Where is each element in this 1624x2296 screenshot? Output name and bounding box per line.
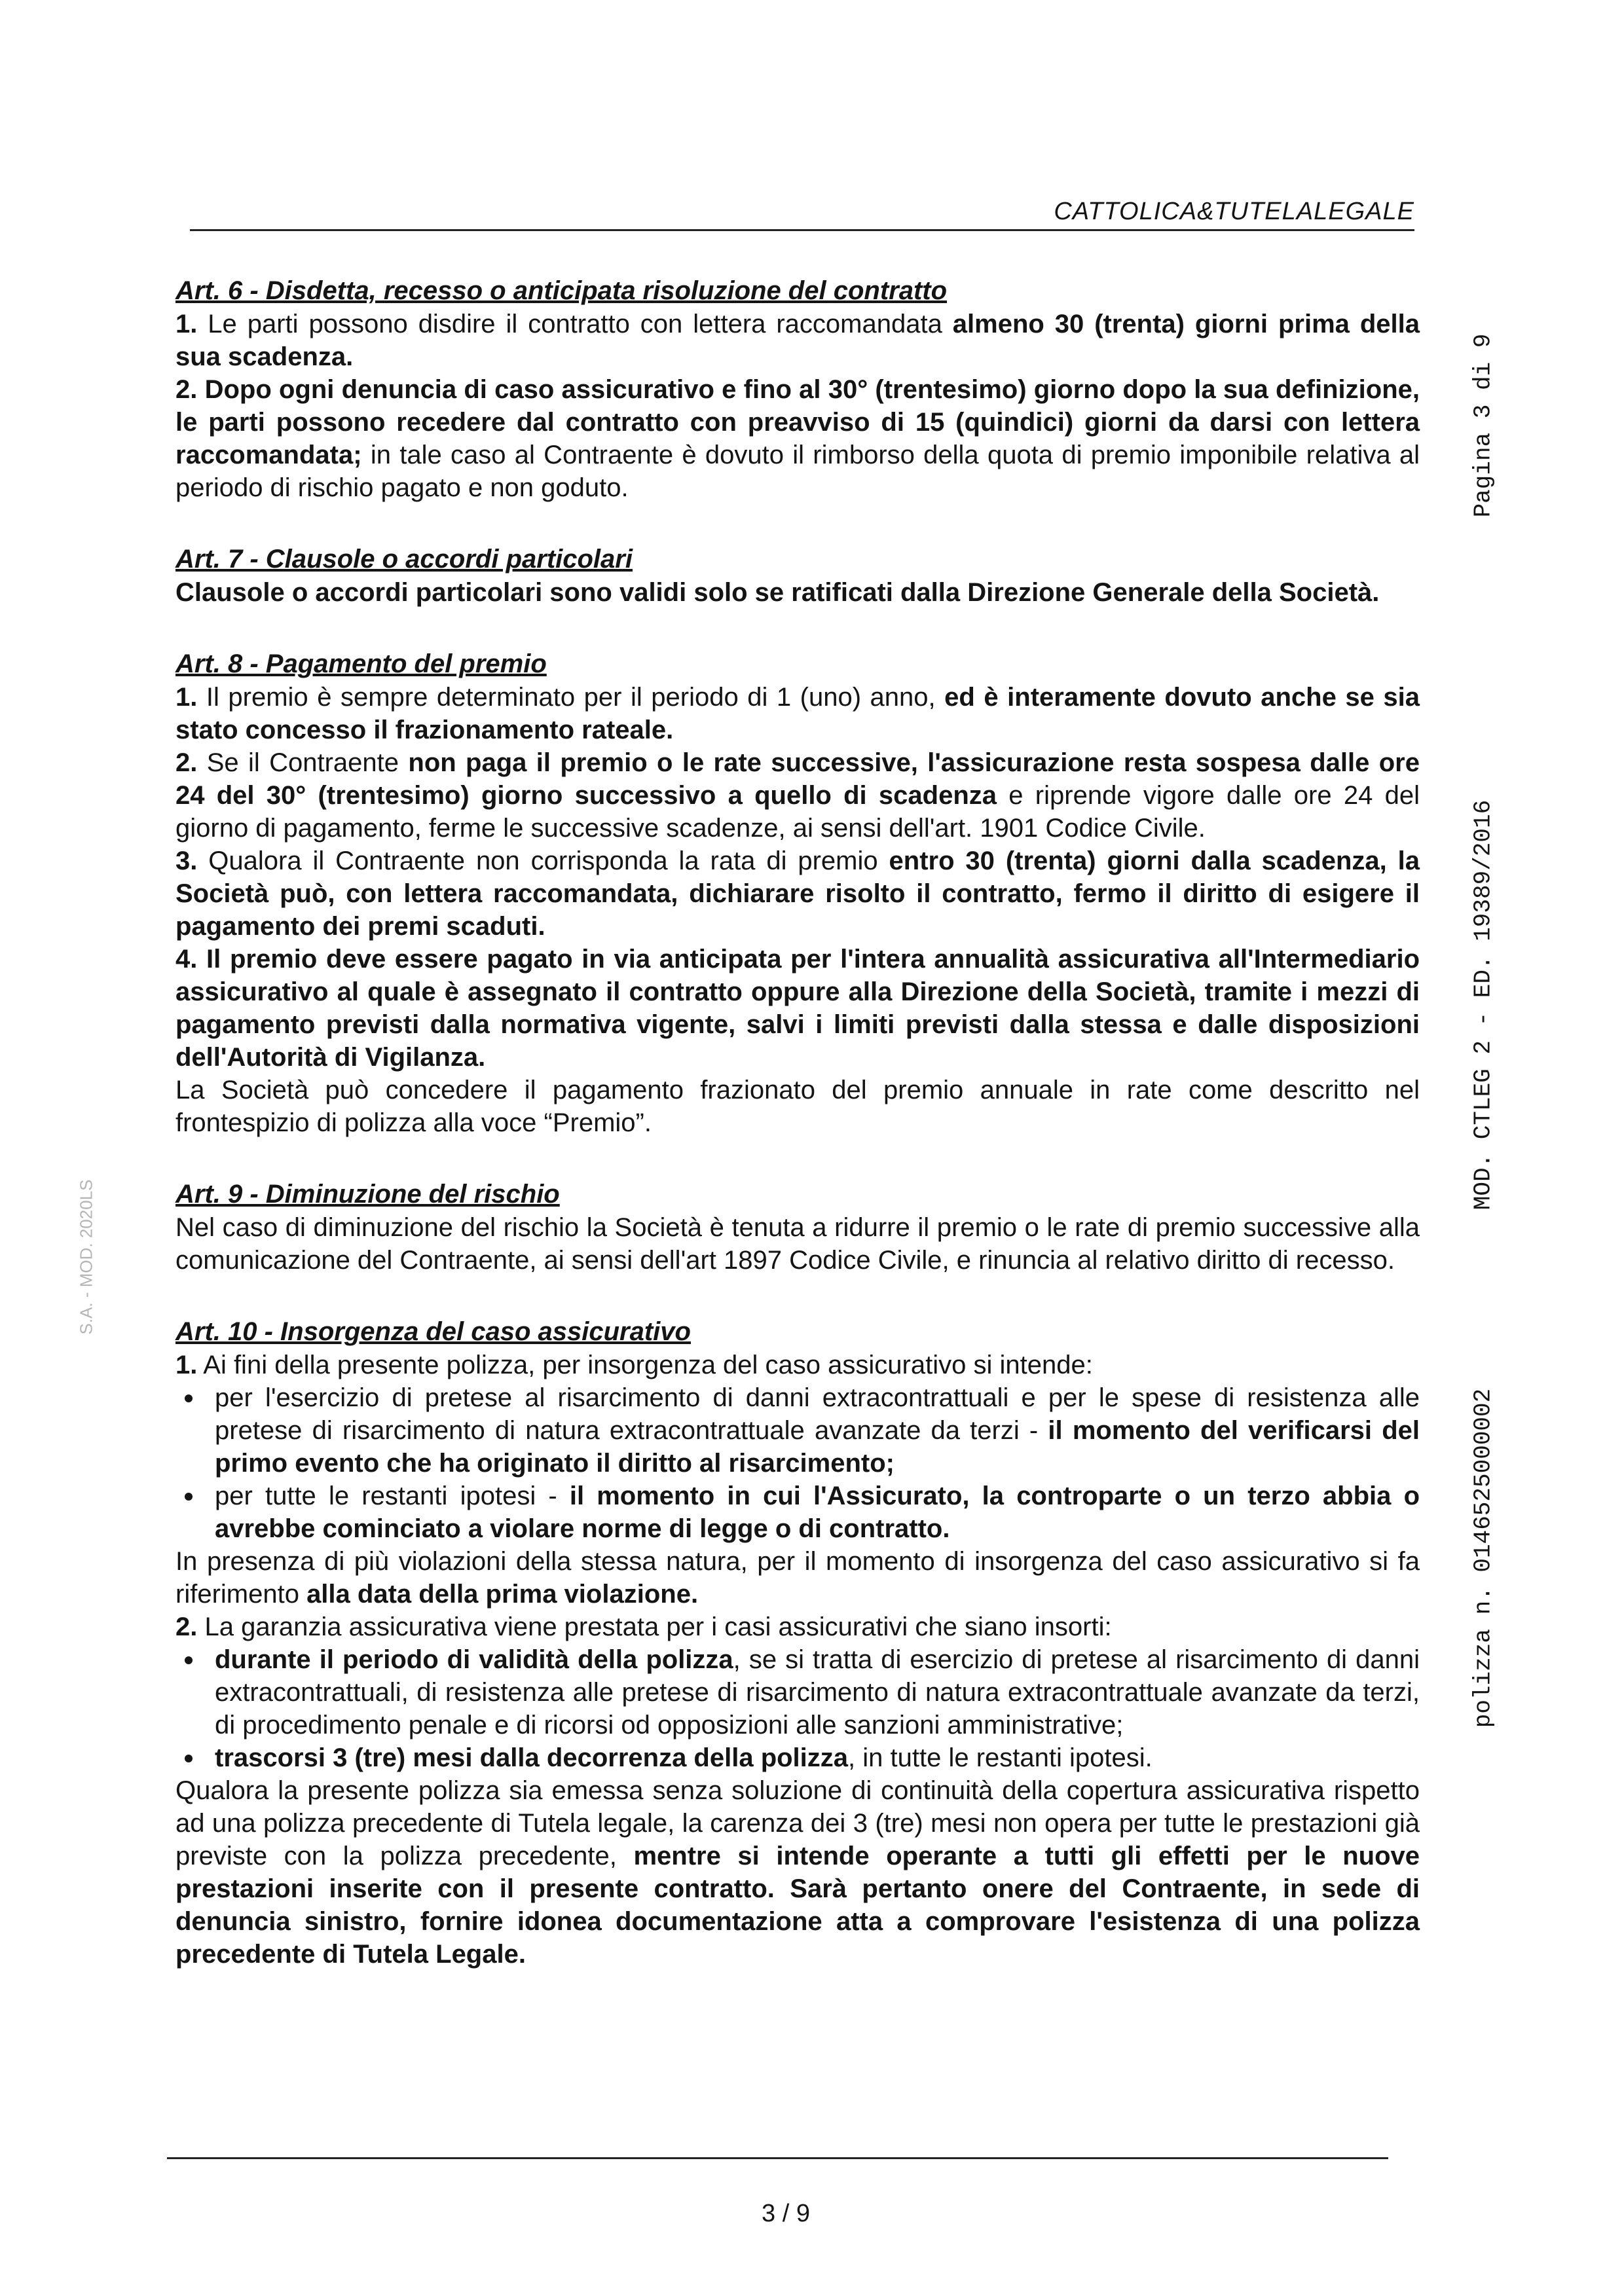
paragraph: Clausole o accordi particolari sono validi solo se ratificati dalla Direzione Generale della Società.	[175, 578, 1380, 607]
document-body	[175, 275, 1420, 2010]
list-item: durante il periodo di validità della polizza, se si tratta di esercizio di pretese al risarcimento di danni extracontrattuali, di resistenza alle pretese di risarcimento di natura extracontrattuale avanzate da terzi, di procedimento penale e di ricorsi od opposizioni alle sanzioni amministrative;	[175, 1643, 1420, 1741]
paragraph: 2. La garanzia assicurativa viene prestata per i casi assicurativi che siano insorti:	[175, 1613, 1112, 1641]
paragraph: 2. Dopo ogni denuncia di caso assicurativo e fino al 30° (trentesimo) giorno dopo la sua definizione, le parti possono recedere dal contratto con preavviso di 15 (quindici) giorni da darsi con lettera raccomandata; in tale caso al Contraente è dovuto il rimborso della quota di premio imponibile relativa al periodo di rischio pagato e non goduto.	[175, 375, 1420, 502]
paragraph: 1. Ai fini della presente polizza, per insorgenza del caso assicurativo si intende:	[175, 1351, 1093, 1379]
sidebar-page-label: Pagina 3 di 9	[1469, 333, 1497, 518]
page-number: 3 / 9	[762, 2200, 810, 2227]
paragraph: 1. Il premio è sempre determinato per il periodo di 1 (uno) anno, ed è interamente dovuto anche se sia stato concesso il frazionamento rateale.	[175, 683, 1420, 744]
bullet-list	[175, 1643, 1420, 1774]
paragraph: 3. Qualora il Contraente non corrisponda la rata di premio entro 30 (trenta) giorni dalla scadenza, la Società può, con lettera raccomandata, dichiarare risolto il contratto, fermo il diritto di esigere il pagamento dei premi scaduti.	[175, 847, 1420, 941]
article-10	[175, 1316, 1420, 1971]
paragraph: Nel caso di diminuzione del rischio la Società è tenuta a ridurre il premio o le rate di premio successive alla comunicazione del Contraente, ai sensi dell'art 1897 Codice Civile, e rinuncia al relativo diritto di recesso.	[175, 1213, 1420, 1275]
paragraph: 1. Le parti possono disdire il contratto con lettera raccomandata almeno 30 (trenta) giorni prima della sua scadenza.	[175, 310, 1420, 371]
list-item: per l'esercizio di pretese al risarcimento di danni extracontrattuali e per le spese di resistenza alle pretese di risarcimento di natura extracontrattuale avanzate da terzi - il momento del verificarsi del primo evento che ha originato il diritto al risarcimento;	[175, 1381, 1420, 1480]
header-company: CATTOLICA&TUTELALEGALE	[1054, 198, 1414, 225]
bullet-list	[175, 1381, 1420, 1545]
list-item: trascorsi 3 (tre) mesi dalla decorrenza della polizza, in tutte le restanti ipotesi.	[175, 1741, 1420, 1774]
header-rule	[190, 229, 1414, 231]
article-8	[175, 648, 1420, 1139]
sidebar-policy-label: polizza n. 0146525000002	[1469, 1388, 1497, 1728]
paragraph: In presenza di più violazioni della stessa natura, per il momento di insorgenza del caso assicurativo si fa riferimento alla data della prima violazione.	[175, 1547, 1420, 1609]
margin-stamp: S.A. - MOD. 2020LS	[76, 1179, 96, 1335]
article-title: Art. 7 - Clausole o accordi particolari	[175, 545, 633, 574]
paragraph: 4. Il premio deve essere pagato in via anticipata per l'intera annualità assicurativa all'Intermediario assicurativo al quale è assegnato il contratto oppure alla Direzione della Società, tramite i mezzi di pagamento previsti dalla normativa vigente, salvi i limiti previsti dalla stessa e dalle disposizioni dell'Autorità di Vigilanza.	[175, 945, 1420, 1072]
footer-rule	[167, 2157, 1388, 2159]
sidebar-model-label: MOD. CTLEG 2 - ED. 19389/2016	[1469, 799, 1497, 1211]
article-title: Art. 10 - Insorgenza del caso assicurativo	[175, 1317, 691, 1346]
article-title: Art. 9 - Diminuzione del rischio	[175, 1180, 560, 1209]
article-6	[175, 275, 1420, 504]
article-7	[175, 543, 1420, 609]
list-item: per tutte le restanti ipotesi - il momento in cui l'Assicurato, la controparte o un terzo abbia o avrebbe cominciato a violare norme di legge o di contratto.	[175, 1480, 1420, 1545]
article-title: Art. 8 - Pagamento del premio	[175, 649, 547, 678]
article-title: Art. 6 - Disdetta, recesso o anticipata risoluzione del contratto	[175, 276, 948, 305]
article-9	[175, 1178, 1420, 1277]
paragraph: La Società può concedere il pagamento frazionato del premio annuale in rate come descritto nel frontespizio di polizza alla voce “Premio”.	[175, 1076, 1420, 1137]
paragraph: 2. Se il Contraente non paga il premio o le rate successive, l'assicurazione resta sospesa dalle ore 24 del 30° (trentesimo) giorno successivo a quello di scadenza e riprende vigore dalle ore 24 del giorno di pagamento, ferme le successive scadenze, ai sensi dell'art. 1901 Codice Civile.	[175, 748, 1420, 843]
paragraph: Qualora la presente polizza sia emessa senza soluzione di continuità della copertura assicurativa rispetto ad una polizza precedente di Tutela legale, la carenza dei 3 (tre) mesi non opera per tutte le prestazioni già previste con la polizza precedente, mentre si intende operante a tutti gli effetti per le nuove prestazioni inserite con il presente contratto. Sarà pertanto onere del Contraente, in sede di denuncia sinistro, fornire idonea documentazione atta a comprovare l'esistenza di una polizza precedente di Tutela Legale.	[175, 1776, 1420, 1969]
